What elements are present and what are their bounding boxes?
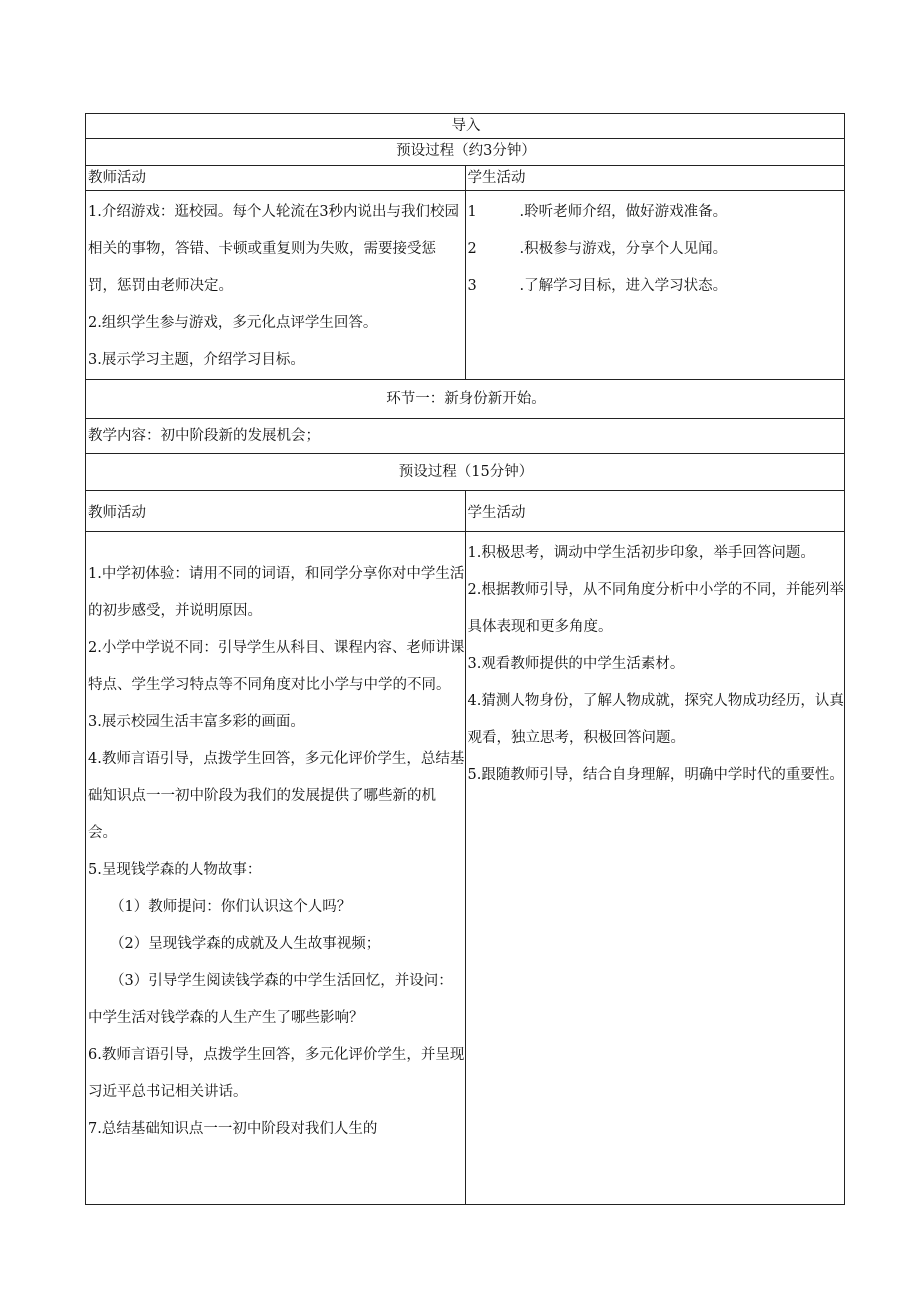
intro-student-cell xyxy=(465,191,845,380)
section1-teacher-subitem: （3）引导学生阅读钱学森的中学生活回忆，并设问：中学生活对钱学森的人生产生了哪些影响？ xyxy=(88,973,453,1026)
section1-student-item: 1.积极思考，调动中学生活初步印象，举手回答问题。 xyxy=(467,545,815,561)
intro-header: 导入 xyxy=(86,114,845,139)
intro-teacher-header: 教师活动 xyxy=(86,166,466,191)
section1-teacher-item: 6.教师言语引导，点拨学生回答，多元化评价学生，并呈现习近平总书记相关讲话。 xyxy=(88,1047,465,1100)
section1-teacher-header: 教师活动 xyxy=(86,491,466,532)
intro-teacher-item: 1.介绍游戏：逛校园。每个人轮流在3秒内说出与我们校园相关的事物，答错、卡顿或重复则为失败，需要接受惩罚，惩罚由老师决定。 xyxy=(88,204,460,294)
intro-student-text: .了解学习目标，进入学习状态。 xyxy=(519,278,728,294)
section1-student-item: 2.根据教师引导，从不同角度分析中小学的不同，并能列举具体表现和更多角度。 xyxy=(467,582,844,635)
section1-teacher-item: 7.总结基础知识点一一初中阶段对我们人生的 xyxy=(88,1121,378,1137)
intro-teacher-item: 3.展示学习主题，介绍学习目标。 xyxy=(88,352,305,368)
section1-teacher-subitem: （1）教师提问：你们认识这个人吗？ xyxy=(110,899,352,915)
intro-student-item xyxy=(468,194,845,231)
intro-student-num: 3 xyxy=(467,278,477,294)
section1-student-item: 3.观看教师提供的中学生活素材。 xyxy=(467,656,685,672)
intro-student-num: 2 xyxy=(467,241,477,257)
section1-student-header: 学生活动 xyxy=(465,491,845,532)
lesson-plan-page xyxy=(85,113,845,1205)
section1-student-item: 4.猜测人物身份，了解人物成就，探究人物成功经历，认真观看，独立思考，积极回答问题。 xyxy=(467,693,844,746)
section1-teacher-cell xyxy=(86,532,466,1205)
section1-teacher-item: 5.呈现钱学森的人物故事： xyxy=(88,862,262,878)
section1-teacher-item: 1.中学初体验：请用不同的词语，和同学分享你对中学生活的初步感受，并说明原因。 xyxy=(88,566,465,619)
intro-student-header: 学生活动 xyxy=(465,166,845,191)
section1-teacher-subitem: （2）呈现钱学森的成就及人生故事视频； xyxy=(110,936,381,952)
intro-process-title: 预设过程（约3分钟） xyxy=(86,139,845,166)
section1-teacher-item: 4.教师言语引导，点拨学生回答，多元化评价学生，总结基础知识点一一初中阶段为我们的发展提供了哪些新的机会。 xyxy=(88,751,465,841)
section1-teacher-item: 2.小学中学说不同：引导学生从科目、课程内容、老师讲课特点、学生学习特点等不同角度对比小学与中学的不同。 xyxy=(88,640,465,693)
section1-student-cell xyxy=(465,532,845,1205)
section1-process-title: 预设过程（15分钟） xyxy=(86,454,845,491)
section1-title: 环节一：新身份新开始。 xyxy=(86,380,845,419)
section1-student-item: 5.跟随教师引导，结合自身理解，明确中学时代的重要性。 xyxy=(467,767,844,783)
section1-content: 教学内容：初中阶段新的发展机会； xyxy=(86,419,845,454)
section1-teacher-item: 3.展示校园生活丰富多彩的画面。 xyxy=(88,714,305,730)
intro-student-item xyxy=(468,268,845,305)
intro-student-item xyxy=(468,231,845,268)
intro-teacher-cell xyxy=(86,191,466,380)
intro-student-text: .聆听老师介绍，做好游戏准备。 xyxy=(519,204,728,220)
intro-student-text: .积极参与游戏，分享个人见闻。 xyxy=(519,241,728,257)
lesson-plan-table xyxy=(85,113,845,1205)
intro-student-num: 1 xyxy=(467,204,477,220)
intro-teacher-item: 2.组织学生参与游戏，多元化点评学生回答。 xyxy=(88,315,378,331)
